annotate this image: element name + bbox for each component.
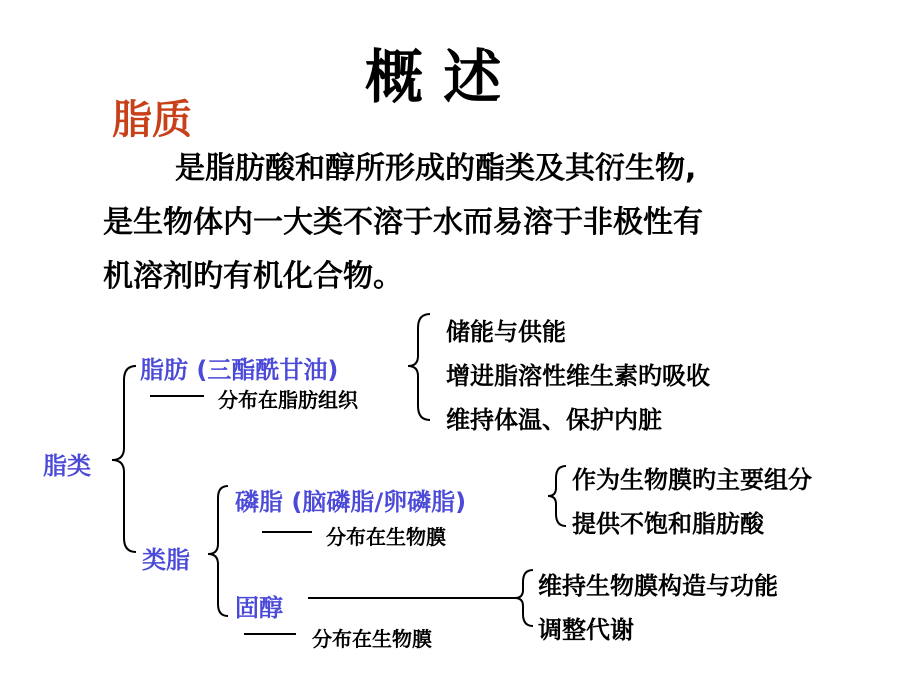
phospholipid-label: 磷脂 (脑磷脂/卵磷脂) — [235, 488, 467, 516]
sterol-function-2: 调整代谢 — [538, 616, 634, 644]
fat-function-1: 储能与供能 — [446, 318, 566, 346]
sterol-location: 分布在生物膜 — [312, 627, 432, 651]
sterol-label: 固醇 — [235, 594, 283, 622]
definition-line-1: 是脂肪酸和醇所形成的酯类及其衍生物, — [175, 151, 697, 186]
fat-function-2: 增进脂溶性维生素旳吸收 — [446, 362, 710, 390]
lipoid-label: 类脂 — [142, 546, 190, 574]
section-heading: 脂质 — [112, 97, 192, 143]
definition-line-2: 是生物体内一大类不溶于水而易溶于非极性有 — [103, 205, 703, 240]
phospholipid-location: 分布在生物膜 — [326, 525, 446, 549]
phospholipid-function-1: 作为生物膜旳主要组分 — [572, 466, 812, 494]
fat-function-3: 维持体温、保护内脏 — [446, 406, 662, 434]
phospholipid-function-2: 提供不饱和脂肪酸 — [572, 510, 764, 538]
lipids-root-label: 脂类 — [43, 452, 91, 480]
sterol-function-1: 维持生物膜构造与功能 — [538, 572, 778, 600]
definition-line-3: 机溶剂旳有机化合物。 — [103, 259, 403, 294]
fat-label: 脂肪 (三酯酰甘油) — [140, 356, 339, 384]
fat-location: 分布在脂肪组织 — [218, 388, 358, 412]
page-title: 概 述 — [365, 43, 502, 111]
